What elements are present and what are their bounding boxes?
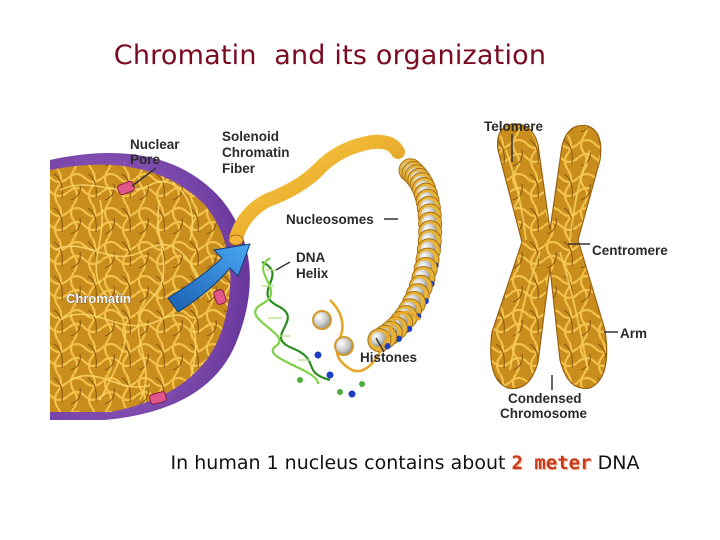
- arm-label: Arm: [620, 326, 648, 341]
- caption: [0, 452, 720, 474]
- histone-beads: [297, 311, 365, 398]
- caption-text-end: DNA: [591, 452, 640, 474]
- centromere-label: Centromere: [592, 243, 668, 258]
- svg-text:Pore: Pore: [130, 152, 161, 167]
- telomere-label: Telomere: [484, 119, 544, 134]
- nucleosomes-label: Nucleosomes: [286, 212, 374, 227]
- condensed-chromosome: [491, 124, 607, 389]
- solenoid-label: [222, 129, 290, 176]
- svg-text:Chromosome: Chromosome: [500, 406, 588, 421]
- dna-helix-label: [296, 250, 329, 281]
- svg-text:DNA: DNA: [296, 250, 326, 265]
- condensed-chromosome-label: [500, 391, 588, 421]
- nuclear-pore-label: [130, 137, 180, 167]
- chromatin-label: Chromatin: [66, 291, 131, 306]
- nucleus: [50, 153, 250, 420]
- svg-text:Nuclear: Nuclear: [130, 137, 180, 152]
- svg-text:Chromatin: Chromatin: [222, 145, 290, 160]
- nucleosome-coil: [368, 159, 442, 352]
- slide-title: Chromatin and its organization: [113, 40, 547, 71]
- svg-text:Solenoid: Solenoid: [222, 129, 279, 144]
- caption-highlight: 2 meter: [511, 452, 592, 474]
- svg-text:Helix: Helix: [296, 266, 329, 281]
- caption-text: In human 1 nucleus contains about: [170, 452, 512, 474]
- histones-label: Histones: [360, 350, 418, 365]
- svg-text:Condensed: Condensed: [508, 391, 582, 406]
- svg-text:Fiber: Fiber: [222, 161, 256, 176]
